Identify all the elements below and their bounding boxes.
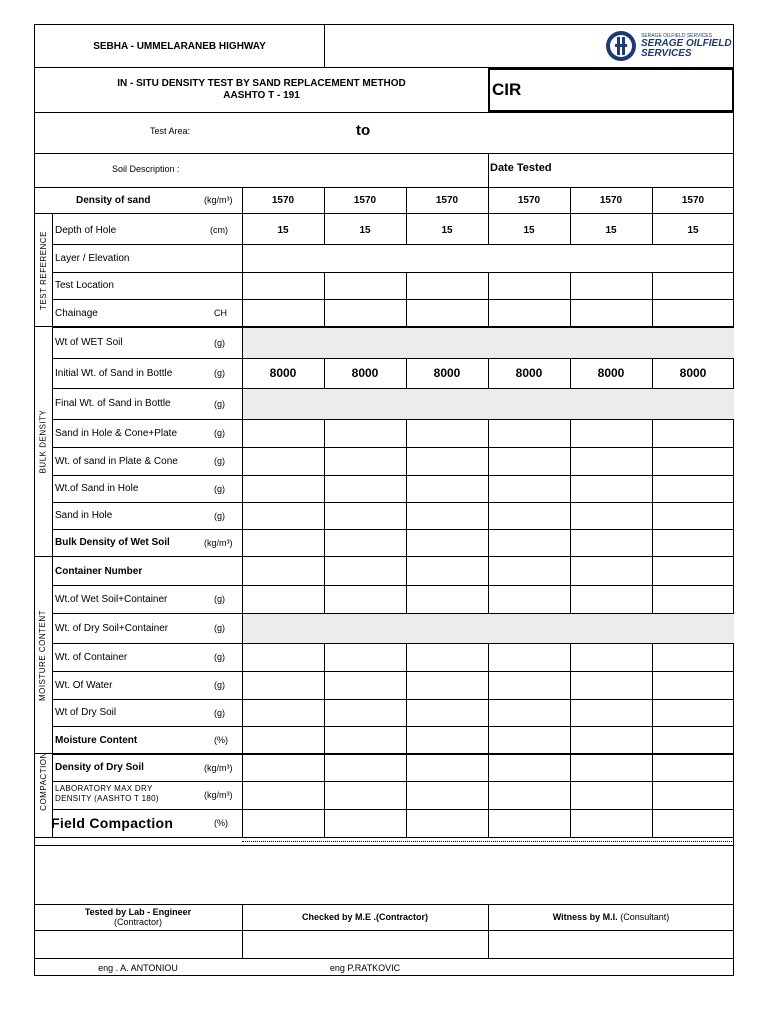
logo-tagline: SERAGE OILFIELD SERVICES <box>641 33 713 39</box>
row-unit <box>214 244 254 272</box>
test-area-label: Test Area: <box>150 126 191 136</box>
row-label: Final Wt. of Sand in Bottle <box>55 398 171 409</box>
title-line2: AASHTO T - 191 <box>223 90 300 101</box>
value-cell[interactable]: 15 <box>605 224 617 236</box>
row-label: Bulk Density of Wet Soil <box>55 537 170 548</box>
row-unit <box>214 557 254 585</box>
section-moisture-content: MOISTURE CONTENT <box>38 609 48 701</box>
logo-name-line2: SERVICES <box>641 48 692 59</box>
value-cell[interactable]: 8000 <box>269 366 297 380</box>
title-line1: IN - SITU DENSITY TEST BY SAND REPLACEMENT METHOD <box>117 78 406 89</box>
row-label: Wt. of Dry Soil+Container <box>55 622 169 634</box>
witness-title: Witness by M.I. <box>552 912 618 922</box>
row-label: Wt.of Wet Soil+Container <box>55 593 168 605</box>
row-label: Initial Wt. of Sand in Bottle <box>55 367 173 379</box>
date-tested-label: Date Tested <box>490 162 552 174</box>
row-unit: (g) <box>214 368 225 378</box>
shaded-cells <box>243 328 734 358</box>
row-unit: (g) <box>214 623 225 633</box>
column-divider <box>488 187 489 837</box>
row-unit: (g) <box>214 707 225 718</box>
value-cell[interactable]: 1570 <box>681 194 705 206</box>
value-cell[interactable]: 1570 <box>435 194 459 206</box>
tested-by-subtitle: (Contractor) <box>113 917 162 927</box>
value-cell[interactable]: 15 <box>359 224 371 236</box>
row-unit: (%) <box>214 818 228 828</box>
value-cell[interactable]: 8000 <box>351 366 379 380</box>
column-divider <box>406 187 407 837</box>
row-line <box>52 837 734 838</box>
shaded-cells <box>243 614 734 643</box>
row-label: Wt of Dry Soil <box>55 707 117 718</box>
row-label-line2: DENSITY (AASHTO T 180) <box>55 794 159 803</box>
tested-by-title: Tested by Lab - Engineer <box>84 907 192 917</box>
value-cell[interactable]: 8000 <box>679 366 707 380</box>
witness-name <box>488 959 734 976</box>
row-unit: (kg/m³) <box>204 762 233 773</box>
section-compaction: COMPACTION <box>38 752 48 811</box>
row-label: Container Number <box>55 565 143 577</box>
row-unit: (g) <box>214 510 225 521</box>
row-label: Wt. Of Water <box>55 679 113 691</box>
row-label: Sand in Hole <box>55 510 113 521</box>
value-cell[interactable]: 8000 <box>433 366 461 380</box>
layer-elevation-cell <box>243 245 733 272</box>
project-name: SEBHA - UMMELARANEB HIGHWAY <box>93 40 266 52</box>
row-unit: (g) <box>214 428 225 438</box>
row-unit: (kg/m³) <box>204 195 233 205</box>
section-test-reference: TEST REFERENCE <box>38 230 48 310</box>
to-label: to <box>356 122 371 139</box>
value-cell[interactable]: 15 <box>523 224 535 236</box>
row-label-line1: LABORATORY MAX DRY <box>55 784 153 793</box>
grid-line <box>242 841 734 842</box>
row-unit: CH <box>214 308 227 318</box>
row-label: Wt of WET Soil <box>55 337 123 348</box>
row-unit: (cm) <box>210 225 228 235</box>
column-divider <box>570 187 571 837</box>
row-label: Wt.of Sand in Hole <box>55 483 139 494</box>
cir-label: CIR <box>492 80 522 99</box>
test-form <box>34 24 734 976</box>
row-label: Wt. of Container <box>55 651 128 663</box>
row-label <box>55 784 195 808</box>
section-bulk-density: BULK DENSITY <box>38 409 48 473</box>
row-unit: (g) <box>214 594 225 604</box>
company-logo <box>604 28 732 64</box>
row-label: Density of Dry Soil <box>55 762 144 773</box>
soil-description-label: Soil Description : <box>112 164 180 174</box>
row-label: Test Location <box>55 280 114 291</box>
row-label: Wt. of sand in Plate & Cone <box>55 455 178 467</box>
section-divider <box>52 214 53 837</box>
row-line <box>34 213 734 214</box>
sos-logo-icon <box>604 29 638 63</box>
row-line <box>52 781 734 782</box>
value-cell[interactable]: 1570 <box>271 194 295 206</box>
value-cell[interactable]: 1570 <box>599 194 623 206</box>
row-label: Layer / Elevation <box>55 252 130 264</box>
column-divider <box>324 187 325 837</box>
row-unit: (kg/m³) <box>204 537 233 548</box>
row-unit: (g) <box>214 652 225 662</box>
row-label: Moisture Content <box>55 734 138 746</box>
row-unit: (g) <box>214 337 225 348</box>
row-unit: (%) <box>214 735 228 745</box>
checked-by-name: eng P.RATKOVIC <box>329 962 401 973</box>
logo-name-line1: SERAGE OILFIELD <box>641 38 732 49</box>
row-unit: (g) <box>214 398 225 409</box>
row-label: Chainage <box>55 307 98 319</box>
value-cell[interactable]: 1570 <box>353 194 377 206</box>
tested-by-header <box>34 904 242 930</box>
value-cell[interactable]: 15 <box>687 224 699 236</box>
value-cell[interactable]: 1570 <box>517 194 541 206</box>
row-unit <box>214 272 254 299</box>
tested-by-name: eng . A. ANTONIOU <box>98 962 178 973</box>
row-label: Field Compaction <box>51 815 174 831</box>
value-cell[interactable]: 8000 <box>597 366 625 380</box>
witness-header <box>488 904 734 930</box>
row-unit: (g) <box>214 456 225 466</box>
column-divider <box>652 187 653 837</box>
witness-subtitle: (Consultant) <box>620 912 670 922</box>
value-cell[interactable]: 8000 <box>515 366 543 380</box>
row-unit: (kg/m³) <box>204 790 233 800</box>
row-label: Depth of Hole <box>55 224 117 236</box>
value-cell[interactable]: 15 <box>277 224 289 236</box>
checked-by-header: Checked by M.E .(Contractor) <box>301 912 429 922</box>
row-label: Density of sand <box>76 194 151 206</box>
row-label: Sand in Hole & Cone+Plate <box>55 427 178 439</box>
shaded-cells <box>243 389 734 419</box>
cir-box <box>488 68 734 112</box>
form-title <box>34 68 489 112</box>
row-unit: (g) <box>214 680 225 690</box>
row-unit: (g) <box>214 483 225 494</box>
value-cell[interactable]: 15 <box>441 224 453 236</box>
